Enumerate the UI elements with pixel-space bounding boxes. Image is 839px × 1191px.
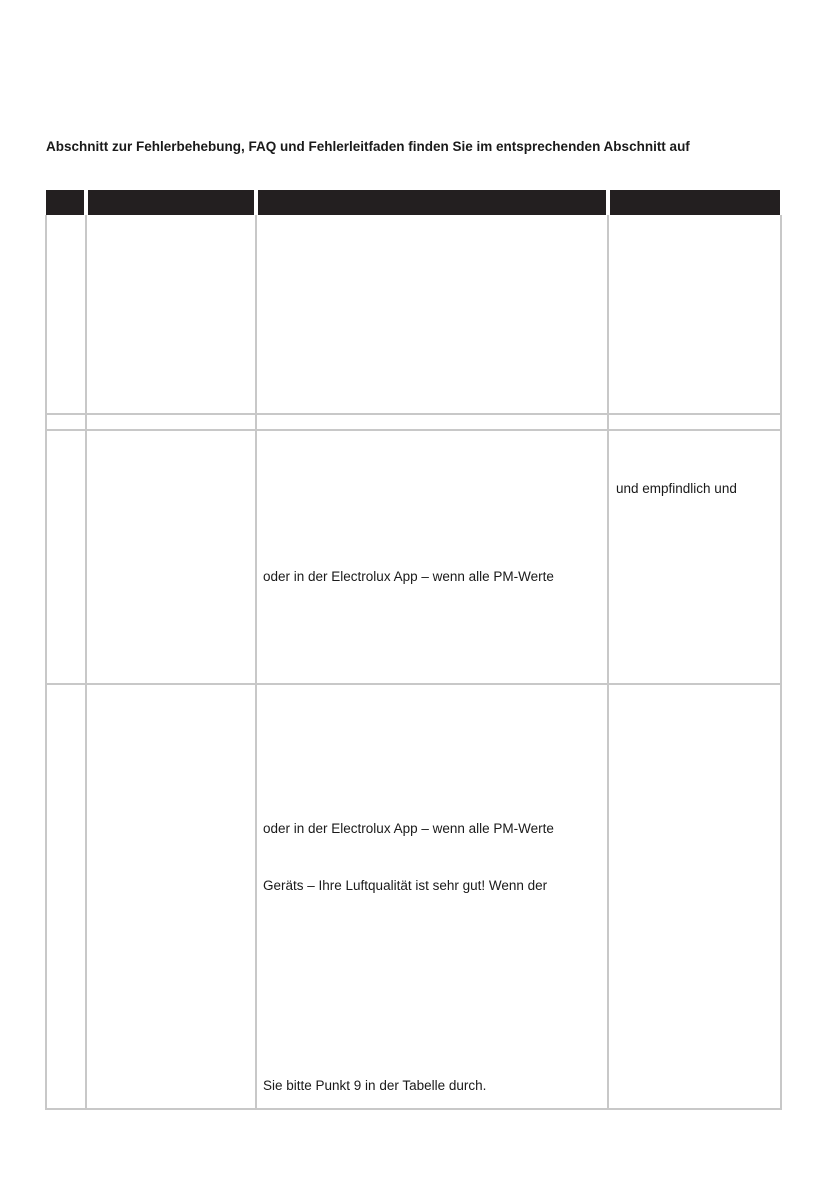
table-header-cell-3 (258, 190, 606, 215)
table-border-left (45, 215, 47, 1110)
table-header-cell-4 (610, 190, 780, 215)
table-cell-text: oder in der Electrolux App – wenn alle PM-Werte (263, 821, 554, 836)
table-border-right (780, 215, 782, 1110)
table-border-bottom (45, 1108, 782, 1110)
table-divider-col1 (85, 215, 87, 1110)
table-divider-col2 (255, 215, 257, 1110)
table-row-divider (45, 413, 782, 415)
table-cell-text: oder in der Electrolux App – wenn alle PM-Werte (263, 569, 554, 584)
table-divider-col3 (607, 215, 609, 1110)
table-row-divider (45, 683, 782, 685)
table-header-cell-1 (46, 190, 84, 215)
table-header-cell-2 (88, 190, 254, 215)
section-heading: Abschnitt zur Fehlerbehebung, FAQ und Fehlerleitfaden finden Sie im entsprechenden Abschnitt auf (46, 139, 690, 154)
table-cell-text: und empfindlich und (616, 481, 737, 496)
table-row-divider (45, 429, 782, 431)
table-cell-text: Sie bitte Punkt 9 in der Tabelle durch. (263, 1078, 487, 1093)
table-cell-text: Geräts – Ihre Luftqualität ist sehr gut! Wenn der (263, 878, 548, 893)
